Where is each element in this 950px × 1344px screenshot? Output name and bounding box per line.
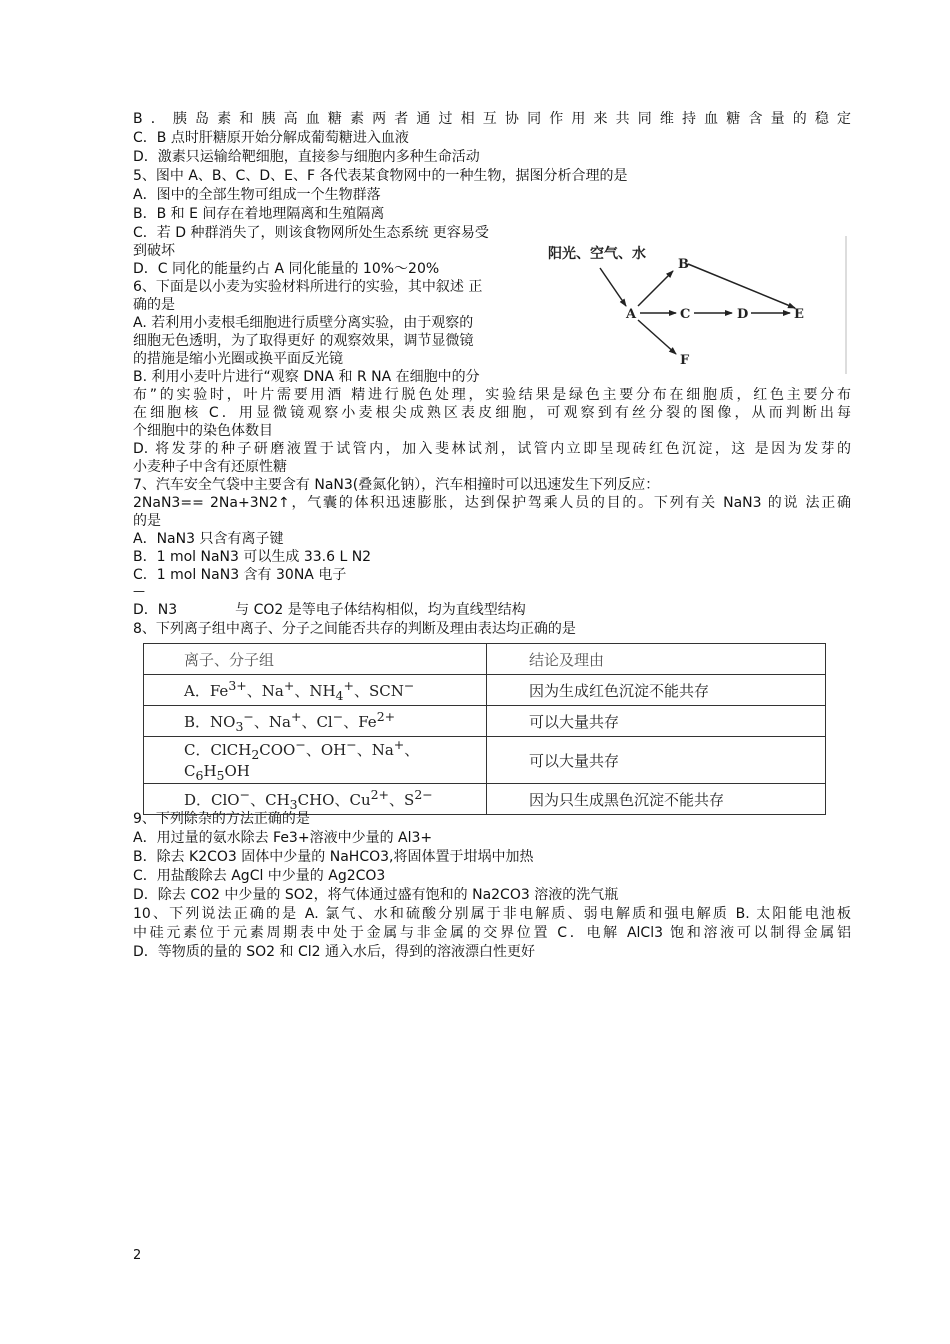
q5-stem: 5、图中 A、B、C、D、E、F 各代表某食物网中的一种生物，据图分析合理的是	[133, 168, 628, 184]
q5-option-b: B．B 和 E 间存在着地理隔离和生殖隔离	[133, 206, 385, 222]
q5-option-c: C．若 D 种群消失了，则该食物网所处生态系统 更容易受	[133, 225, 489, 241]
q7-option-b: B．1 mol NaN3 可以生成 33.6 L N2	[133, 549, 372, 565]
node-a: A	[626, 307, 637, 322]
q10-options: 中硅元素位于元素周期表中处于金属与非金属的交界位置 C．电解 AlCl3 饱和溶液可以制得金属铝	[133, 925, 851, 941]
arrow-b-to-e	[688, 264, 795, 308]
header-conclusion: 结论及理由	[487, 644, 826, 675]
ion-group-cell: C．ClCH$_2$COO−、OH−、Na+、 $C_6H_5OH$	[144, 737, 487, 784]
q9-option-c: C．用盐酸除去 AgCl 中少量的 Ag2CO3	[133, 868, 386, 884]
q6-option-a-cont2: 的措施是缩小光圈或换平面反光镜	[133, 351, 343, 367]
q4-option-d: D．激素只运输给靶细胞，直接参与细胞内多种生命活动	[133, 149, 480, 165]
reason-cell: 可以大量共存	[487, 737, 826, 784]
node-e: E	[794, 307, 804, 322]
ion-group-cell: D．ClO−、$CH_3CHO$、$Cu^{2+}$、$S^{2-}$	[144, 784, 487, 815]
reason-cell: 可以大量共存	[487, 706, 826, 737]
q6-option-d: D. 将发芽的种子研磨液置于试管内，加入斐林试剂，试管内立即呈现砖红色沉淀，这 是因为发芽的	[133, 441, 851, 457]
q9-option-a: A．用过量的氨水除去 Fe3+溶液中少量的 Al3+	[133, 830, 433, 846]
arrow-a-to-b	[638, 271, 673, 306]
page-number: 2	[133, 1248, 142, 1263]
food-web-diagram	[548, 236, 850, 374]
q6-option-b: B. 利用小麦叶片进行“观察 DNA 和 R NA 在细胞中的分	[133, 369, 480, 385]
q7-option-d	[133, 601, 526, 619]
q5-option-a: A．图中的全部生物可组成一个生物群落	[133, 187, 381, 203]
reason-cell: 因为只生成黑色沉淀不能共存	[487, 784, 826, 815]
q4-option-b: B．胰岛素和胰高血糖素两者通过相互协同作用来共同维持血糖含量的稳定	[133, 111, 851, 127]
node-b: B	[678, 257, 689, 272]
q6-option-b-cont: 布”的实验时，叶片需要用酒 精进行脱色处理，实验结果是绿色主要分布在细胞质，红色主要分布	[133, 387, 851, 403]
ion-coexistence-table	[143, 643, 826, 815]
q10-option-d: D．等物质的量的 SO2 和 Cl2 通入水后，得到的溶液漂白性更好	[133, 944, 535, 960]
ion-group-cell: B．$NO_3^-$、Na+、Cl−、$Fe^{2+}$	[144, 706, 487, 737]
ion-group-cell: A．$Fe^{3+}$、Na+、$NH_4^+$、SCN−	[144, 675, 487, 706]
q6-option-c-cont: 个细胞中的染色体数目	[133, 423, 273, 439]
food-web-source-label: 阳光、空气、水	[548, 246, 646, 262]
header-ion-group: 离子、分子组	[144, 644, 487, 675]
reason-cell: 因为生成红色沉淀不能共存	[487, 675, 826, 706]
table-header-row	[144, 644, 826, 675]
q5-option-d: D．C 同化的能量约占 A 同化能量的 10%～20%	[133, 261, 440, 277]
q7-option-a: A．NaN3 只含有离子键	[133, 531, 284, 547]
node-f: F	[680, 353, 690, 368]
q6-option-c: 在细胞核 C．用显微镜观察小麦根尖成熟区表皮细胞，可观察到有丝分裂的图像，从而判断出每	[133, 405, 851, 421]
q10-stem: 10、下列说法正确的是 A. 氯气、水和硫酸分别属于非电解质、弱电解质和强电解质 B. 太阳能电池板	[133, 906, 851, 922]
q7-reaction: 2NaN3== 2Na+3N2↑，气囊的体积迅速膨胀，达到保护驾乘人员的目的。下列有关 NaN3 的说 法正确	[133, 495, 851, 511]
node-c: C	[680, 307, 691, 322]
q9-stem: 9、下列除杂的方法正确的是	[133, 811, 310, 827]
q6-option-d-cont: 小麦种子中含有还原性糖	[133, 459, 287, 475]
q9-option-b: B．除去 K2CO3 固体中少量的 NaHCO3,将固体置于坩埚中加热	[133, 849, 534, 865]
q9-option-d: D．除去 CO2 中少量的 SO2，将气体通过盛有饱和的 Na2CO3 溶液的洗气瓶	[133, 887, 619, 903]
table-row	[144, 784, 826, 815]
q7-stem: 7、汽车安全气袋中主要含有 NaN3(叠氮化钠），汽车相撞时可以迅速发生下列反应：	[133, 477, 660, 493]
q6-stem: 6、下面是以小麦为实验材料所进行的实验，其中叙述 正	[133, 279, 483, 295]
q5-option-c-cont: 到破坏	[133, 243, 175, 259]
q4-option-c: C．B 点时肝糖原开始分解成葡萄糖进入血液	[133, 130, 409, 146]
arrow-source-to-a	[600, 268, 626, 306]
q7-stem-cont: 的是	[133, 513, 161, 529]
arrow-a-to-f	[638, 320, 676, 354]
table-row	[144, 737, 826, 784]
node-d: D	[737, 307, 749, 322]
q7-option-c: C．1 mol NaN3 含有 30NA 电子	[133, 567, 347, 583]
q7-option-d-text: 与 CO2 是等电子体结构相似，均为直线型结构	[235, 602, 526, 618]
table-row	[144, 675, 826, 706]
q7-option-d-superscript: —	[133, 584, 145, 598]
q6-stem-cont: 确的是	[133, 297, 175, 313]
q7-option-d-formula: D．N3	[133, 602, 178, 618]
q6-option-a-cont: 细胞无色透明，为了取得更好 的观察效果，调节显微镜	[133, 333, 474, 349]
q6-option-a: A. 若利用小麦根毛细胞进行质壁分离实验，由于观察的	[133, 315, 474, 331]
table-row	[144, 706, 826, 737]
q8-stem: 8、下列离子组中离子、分子之间能否共存的判断及理由表达均正确的是	[133, 621, 576, 637]
